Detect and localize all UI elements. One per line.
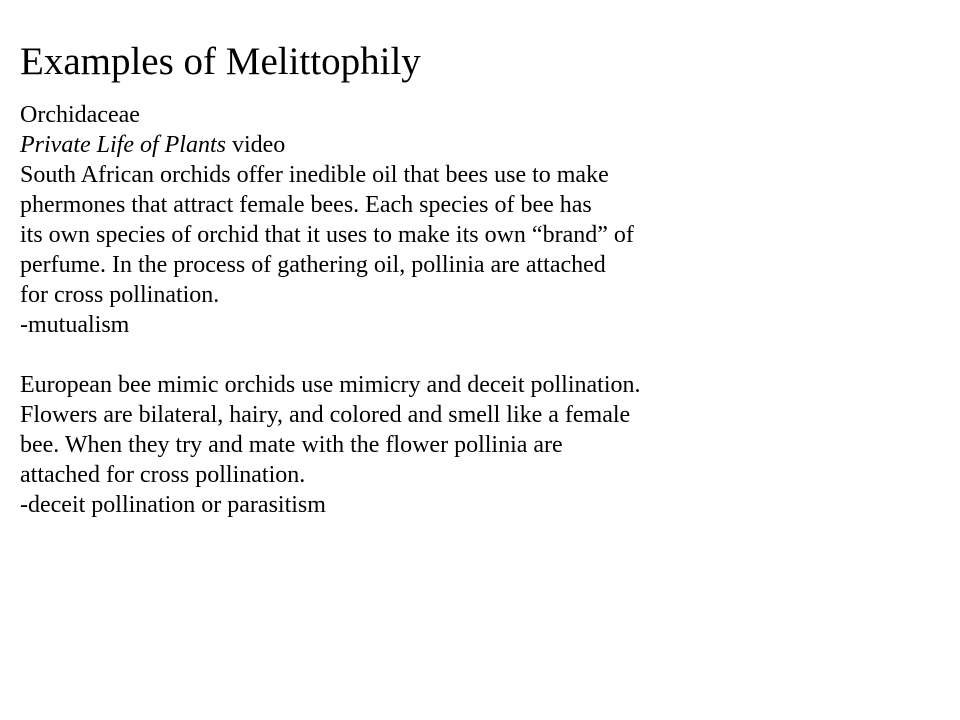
paragraph2-line: European bee mimic orchids use mimicry and deceit pollination.: [20, 372, 641, 398]
paragraph2-note: -deceit pollination or parasitism: [20, 492, 326, 518]
slide-body: [20, 100, 950, 520]
paragraph1-line: its own species of orchid that it uses to make its own “brand” of: [20, 222, 634, 248]
paragraph1-line: perfume. In the process of gathering oil, pollinia are attached: [20, 252, 606, 278]
paragraph-spacer: [20, 340, 950, 370]
paragraph2-line: bee. When they try and mate with the flower pollinia are: [20, 432, 563, 458]
paragraph1-line: South African orchids offer inedible oil that bees use to make: [20, 162, 609, 188]
video-reference: [20, 130, 950, 160]
family-name: Orchidaceae: [20, 102, 140, 128]
slide-title: Examples of Melittophily: [20, 40, 421, 83]
paragraph2-line: attached for cross pollination.: [20, 462, 306, 488]
paragraph1-line: phermones that attract female bees. Each species of bee has: [20, 192, 592, 218]
paragraph2-line: Flowers are bilateral, hairy, and colored and smell like a female: [20, 402, 631, 428]
video-suffix: video: [225, 132, 286, 158]
paragraph1-note: -mutualism: [20, 312, 130, 338]
video-title: Private Life of Plants: [20, 132, 226, 158]
paragraph1-line: for cross pollination.: [20, 282, 220, 308]
